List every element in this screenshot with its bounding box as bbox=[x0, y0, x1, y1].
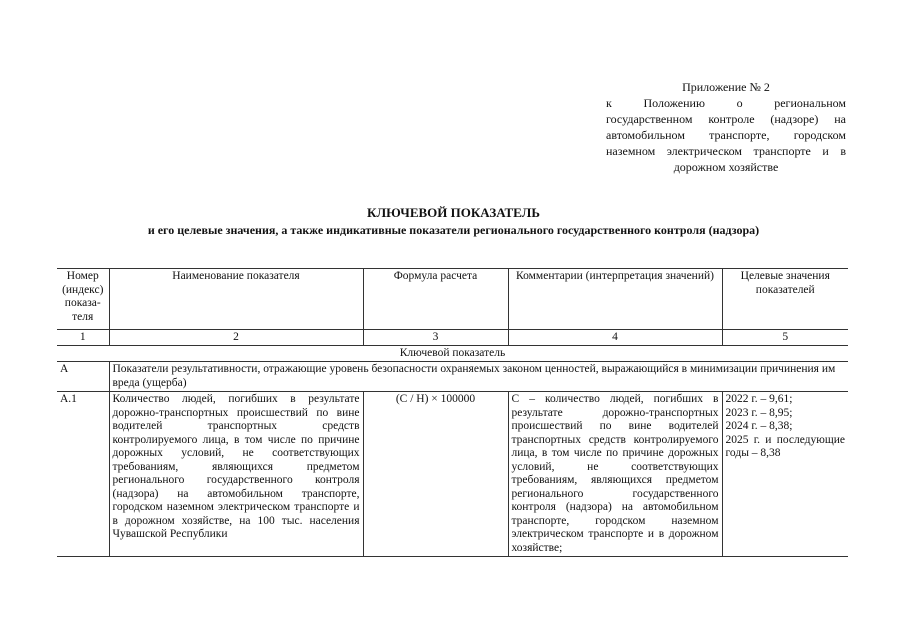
indicators-table bbox=[57, 268, 848, 557]
section-title: Ключевой показатель bbox=[57, 346, 848, 362]
target-value: 2025 г. и последующие годы – 8,38 bbox=[725, 433, 845, 459]
group-index: А bbox=[57, 362, 109, 392]
section-row bbox=[57, 346, 848, 362]
group-row bbox=[57, 362, 848, 392]
row-index: А.1 bbox=[57, 392, 109, 557]
document-subtitle: и его целевые значения, а также индикативные показатели регионального государственного контроля (надзора) bbox=[147, 223, 760, 237]
row-targets bbox=[722, 392, 848, 557]
document-title: КЛЮЧЕВОЙ ПОКАЗАТЕЛЬ bbox=[367, 205, 540, 220]
group-text: Показатели результативности, отражающие уровень безопасности охраняемых законом ценностей, выражающийся в минимизации причинения им вреда (ущерба) bbox=[109, 362, 848, 392]
column-number: 1 bbox=[57, 330, 109, 346]
document-heading bbox=[60, 204, 847, 238]
column-number: 3 bbox=[363, 330, 508, 346]
header-comment: Комментарии (интерпретация значений) bbox=[508, 269, 722, 330]
target-value: 2023 г. – 8,95; bbox=[725, 406, 793, 419]
row-formula: (С / Н) × 100000 bbox=[363, 392, 508, 557]
header-name: Наименование показателя bbox=[109, 269, 363, 330]
column-number: 5 bbox=[722, 330, 848, 346]
header-formula: Формула расчета bbox=[363, 269, 508, 330]
appendix-text: к Положению о региональном государственном контроле (надзоре) на автомобильном транспорте, городском наземном электрическом транспорте и в дорожном хозяйстве bbox=[606, 96, 846, 174]
header-targets: Целевые значения показателей bbox=[722, 269, 848, 330]
column-number: 4 bbox=[508, 330, 722, 346]
table-header-row bbox=[57, 269, 848, 330]
appendix-title: Приложение № 2 bbox=[682, 80, 770, 94]
target-value: 2022 г. – 9,61; bbox=[725, 393, 793, 405]
column-numbers-row bbox=[57, 330, 848, 346]
target-value: 2024 г. – 8,38; bbox=[725, 420, 793, 432]
row-name: Количество людей, погибших в результате дорожно-транспортных происшествий по вине водителей транспортных средств контролируемого лица, в том числе по причине дорожных условий, не соответствующих требованиям, являющихся предметом регионального государственного контроля (надзора) на автомобильном транспорте, городском наземном электрическом транспорте и в дорожном хозяйстве, на 100 тыс. населения Чувашской Республики bbox=[109, 392, 363, 557]
appendix-block bbox=[606, 79, 846, 175]
table-row bbox=[57, 392, 848, 557]
column-number: 2 bbox=[109, 330, 363, 346]
row-comment: С – количество людей, погибших в результате дорожно-транспортных происшествий по вине водителей транспортных средств контролируемого лица, в том числе по причине дорожных условий, не соответствующих требованиям, являющихся предметом регионального государственного контроля (надзора) на автомобильном транспорте, городском наземном электрическом транспорте и в дорожном хозяйстве; bbox=[508, 392, 722, 557]
header-index: Номер (индекс) показа-теля bbox=[57, 269, 109, 330]
